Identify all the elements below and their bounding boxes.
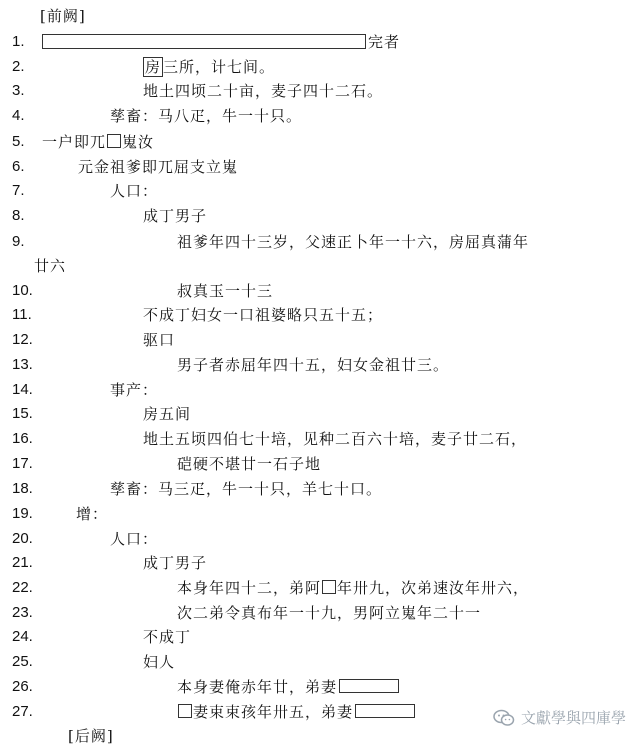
line-number: 7. [12, 182, 25, 199]
line-number: 9. [12, 233, 25, 250]
line-number: 17. [12, 455, 33, 472]
line-9 [0, 230, 640, 254]
line-10 [0, 279, 640, 303]
line-text: 男子者赤屈年四十五，妇女金祖廿三。 [177, 356, 450, 374]
lacuna-box [322, 580, 336, 594]
line-text [42, 130, 154, 154]
line-number: 10. [12, 282, 33, 299]
line-text: 房五间 [143, 405, 192, 423]
line-number: 2. [12, 58, 25, 75]
line-18 [0, 477, 640, 501]
footer-bracket: [后阙] [68, 727, 114, 745]
line-number: 11. [12, 306, 32, 323]
line-17 [0, 452, 640, 476]
line-number: 14. [12, 381, 33, 398]
line-21 [0, 551, 640, 575]
line-number: 3. [12, 82, 25, 99]
line-2 [0, 55, 640, 79]
line-text: 驱口 [143, 331, 176, 349]
line-text: 成丁男子 [143, 207, 208, 225]
line-number: 23. [12, 604, 33, 621]
line-number: 8. [12, 207, 25, 224]
line-number: 13. [12, 356, 33, 373]
line-number: 24. [12, 628, 33, 645]
line-text-content: 本身妻俺赤年廿，弟妻 [177, 678, 338, 696]
line-text-content: 妻束束孩年卅五，弟妻 [193, 703, 354, 721]
line-text: 廿六 [34, 257, 67, 275]
watermark [493, 707, 626, 728]
line-text-content: 嵬汝 [122, 133, 155, 151]
lacuna-box [178, 704, 192, 718]
line-13 [0, 353, 640, 377]
line-text-content: 本身年四十二，弟阿 [177, 579, 322, 597]
line-number: 18. [12, 480, 33, 497]
lacuna-box [107, 134, 121, 148]
line-text-content: 一户即兀 [42, 133, 107, 151]
line-text: 不成丁 [143, 628, 192, 646]
line-text: 叔真玉一十三 [177, 282, 274, 300]
line-text-content: 三所，计七间。 [163, 58, 276, 76]
line-20 [0, 527, 640, 551]
line-number: 26. [12, 678, 33, 695]
line-text: 成丁男子 [143, 554, 208, 572]
line-4 [0, 104, 640, 128]
line-26 [0, 675, 640, 699]
line-number: 15. [12, 405, 33, 422]
line-7 [0, 179, 640, 203]
line-text: 地土四顷二十亩，麦子四十二石。 [143, 82, 384, 100]
line-1 [0, 30, 640, 54]
line-19 [0, 502, 640, 526]
line-15 [0, 402, 640, 426]
lacuna-box [355, 704, 415, 718]
line-text-content: 年卅九，次弟速汝年卅六， [337, 579, 530, 597]
line-23 [0, 601, 640, 625]
line-text-content: 完者 [368, 33, 401, 51]
line-number: 12. [12, 331, 33, 348]
boxed-character: 房 [145, 58, 162, 76]
line-number: 27. [12, 703, 33, 720]
line-16 [0, 427, 640, 451]
line-text [177, 675, 399, 699]
wechat-icon [493, 709, 515, 727]
line-number: 20. [12, 530, 33, 547]
line-text [177, 576, 529, 600]
line-number: 25. [12, 653, 33, 670]
line-6 [0, 155, 640, 179]
line-text: 增： [76, 505, 109, 523]
lacuna-box [42, 34, 366, 49]
line-12 [0, 328, 640, 352]
line-text: 妇人 [143, 653, 176, 671]
line-number: 1. [12, 33, 25, 50]
line-text: 地土五顷四伯七十培，见种二百六十培，麦子廿二石， [143, 430, 528, 448]
line-9-continuation [0, 254, 640, 278]
line-text: 孳畜：马八疋，牛一十只。 [110, 107, 303, 125]
line-5 [0, 130, 640, 154]
line-25 [0, 650, 640, 674]
lacuna-box [339, 679, 399, 693]
line-8 [0, 204, 640, 228]
line-number: 4. [12, 107, 25, 124]
line-text: 不成丁妇女一口祖婆略只五十五； [143, 306, 384, 324]
line-number: 5. [12, 133, 25, 150]
line-text: 元金祖爹即兀屈支立嵬 [78, 158, 239, 176]
watermark-text: 文獻學與四庫學 [520, 709, 626, 727]
line-number: 16. [12, 430, 33, 447]
line-text: 人口： [110, 182, 159, 200]
line-text [177, 700, 415, 724]
line-text: 人口： [110, 530, 159, 548]
line-text [42, 30, 400, 54]
header-bracket: [前阙] [40, 7, 86, 25]
line-number: 19. [12, 505, 33, 522]
line-3 [0, 79, 640, 103]
line-22 [0, 576, 640, 600]
line-24 [0, 625, 640, 649]
line-number: 22. [12, 579, 33, 596]
line-number: 21. [12, 554, 33, 571]
line-text: 次二弟令真布年一十九，男阿立嵬年二十一 [177, 604, 482, 622]
line-text [143, 55, 275, 79]
line-text: 孳畜：马三疋，牛一十只，羊七十口。 [110, 480, 383, 498]
line-11 [0, 303, 640, 327]
line-text: 硙硬不堪廿一石子地 [177, 455, 322, 473]
line-14 [0, 378, 640, 402]
line-text: 祖爹年四十三岁，父速正卜年一十六，房屈真蒲年 [177, 233, 530, 251]
line-number: 6. [12, 158, 25, 175]
line-text: 事产： [110, 381, 159, 399]
